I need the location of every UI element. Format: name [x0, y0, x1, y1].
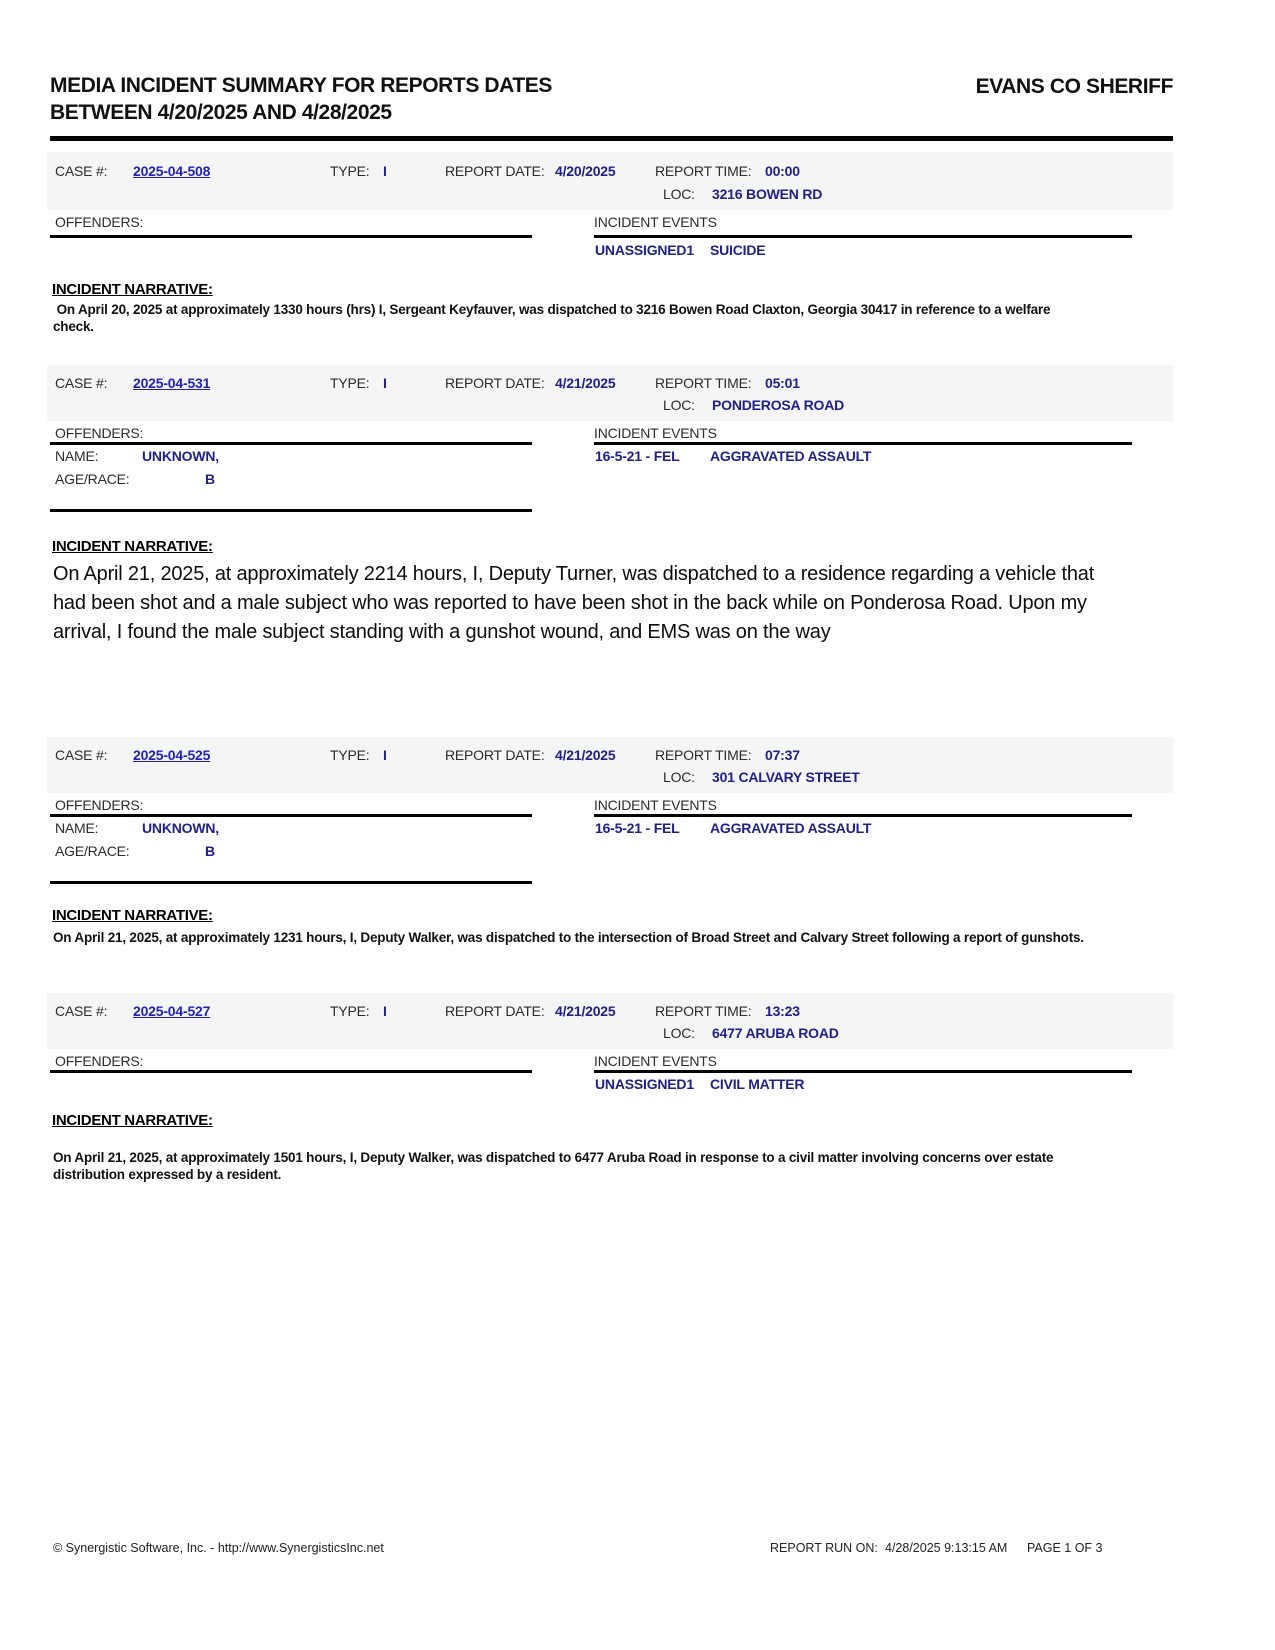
incident-events-divider — [594, 814, 1132, 817]
case-number-link[interactable]: 2025-04-531 — [133, 375, 211, 391]
incident-events-label: INCIDENT EVENTS — [594, 214, 717, 230]
type-label: TYPE: — [330, 163, 370, 179]
event-description: AGGRAVATED ASSAULT — [710, 820, 872, 836]
offenders-closing-divider — [50, 509, 532, 512]
offender-name-label: NAME: — [55, 448, 99, 464]
header-divider — [50, 136, 1173, 141]
case-number-link[interactable]: 2025-04-525 — [133, 747, 211, 763]
incident-narrative-heading: INCIDENT NARRATIVE: — [52, 907, 213, 924]
case-number-label: CASE #: — [55, 163, 108, 179]
case-number-label: CASE #: — [55, 375, 108, 391]
loc-label: LOC: — [663, 1025, 695, 1041]
incident-narrative-text: On April 21, 2025, at approximately 1231 hours, I, Deputy Walker, was dispatched to the intersection of Broad Street and Calvary Street following a report of gunshots. — [53, 930, 1084, 945]
report-time-label: REPORT TIME: — [655, 1003, 752, 1019]
loc-label: LOC: — [663, 186, 695, 202]
report-date-label: REPORT DATE: — [445, 747, 545, 763]
report-time-value: 00:00 — [765, 163, 800, 179]
type-value: I — [383, 747, 387, 763]
offenders-label: OFFENDERS: — [55, 425, 144, 441]
event-description: AGGRAVATED ASSAULT — [710, 448, 872, 464]
footer-copyright: © Synergistic Software, Inc. - http://www.SynergisticsInc.net — [53, 1541, 384, 1555]
page-title — [50, 72, 552, 126]
loc-value: 6477 ARUBA ROAD — [712, 1025, 839, 1041]
incident-events-label: INCIDENT EVENTS — [594, 1053, 717, 1069]
age-race-value: B — [205, 843, 215, 859]
offenders-label: OFFENDERS: — [55, 214, 144, 230]
agency-name: EVANS CO SHERIFF — [975, 75, 1173, 98]
incident-events-label: INCIDENT EVENTS — [594, 425, 717, 441]
offender-name-value: UNKNOWN, — [142, 820, 219, 836]
page-title-line1: MEDIA INCIDENT SUMMARY FOR REPORTS DATES — [50, 74, 553, 97]
offender-name-value: UNKNOWN, — [142, 448, 219, 464]
event-code: 16-5-21 - FEL — [595, 448, 680, 464]
case-number-label: CASE #: — [55, 747, 108, 763]
incident-narrative-text: On April 20, 2025 at approximately 1330 hours (hrs) I, Sergeant Keyfauver, was dispatched to 3216 Bowen Road Claxton, Georgia 30417 in reference to a welfare check. — [53, 302, 1054, 334]
offenders-divider — [50, 235, 532, 238]
loc-value: 3216 BOWEN RD — [712, 186, 823, 202]
event-code: UNASSIGNED1 — [595, 1076, 694, 1092]
case-summary-band — [47, 365, 1173, 421]
case-number-label: CASE #: — [55, 1003, 108, 1019]
offenders-label: OFFENDERS: — [55, 797, 144, 813]
report-time-value: 13:23 — [765, 1003, 800, 1019]
footer-report-run-datetime: 4/28/2025 9:13:15 AM — [885, 1541, 1008, 1555]
loc-label: LOC: — [663, 397, 695, 413]
case-number-link[interactable]: 2025-04-508 — [133, 163, 211, 179]
offenders-divider — [50, 1070, 532, 1073]
incident-events-divider — [594, 442, 1132, 445]
report-date-value: 4/20/2025 — [555, 163, 616, 179]
event-description: CIVIL MATTER — [710, 1076, 805, 1092]
loc-label: LOC: — [663, 769, 695, 785]
report-time-label: REPORT TIME: — [655, 747, 752, 763]
case-summary-band — [47, 152, 1173, 210]
offender-name-label: NAME: — [55, 820, 99, 836]
type-value: I — [383, 1003, 387, 1019]
event-code: 16-5-21 - FEL — [595, 820, 680, 836]
footer-page-info: PAGE 1 OF 3 — [1027, 1541, 1103, 1555]
footer-report-run-label: REPORT RUN ON: — [770, 1541, 878, 1555]
event-code: UNASSIGNED1 — [595, 242, 694, 258]
age-race-label: AGE/RACE: — [55, 843, 130, 859]
incident-narrative-heading: INCIDENT NARRATIVE: — [52, 1112, 213, 1129]
report-date-value: 4/21/2025 — [555, 747, 616, 763]
type-value: I — [383, 163, 387, 179]
incident-events-divider — [594, 235, 1132, 238]
incident-events-label: INCIDENT EVENTS — [594, 797, 717, 813]
loc-value: 301 CALVARY STREET — [712, 769, 860, 785]
report-date-value: 4/21/2025 — [555, 1003, 616, 1019]
report-time-label: REPORT TIME: — [655, 163, 752, 179]
report-date-label: REPORT DATE: — [445, 163, 545, 179]
incident-narrative-heading: INCIDENT NARRATIVE: — [52, 538, 213, 555]
report-time-label: REPORT TIME: — [655, 375, 752, 391]
case-summary-band — [47, 993, 1173, 1049]
report-time-value: 05:01 — [765, 375, 800, 391]
type-value: I — [383, 375, 387, 391]
age-race-value: B — [205, 471, 215, 487]
event-description: SUICIDE — [710, 242, 766, 258]
incident-narrative-text: On April 21, 2025, at approximately 1501 hours, I, Deputy Walker, was dispatched to 6477 Aruba Road in response to a civil matter involving concerns over estate distribution expressed by a resident. — [53, 1150, 1057, 1182]
report-date-label: REPORT DATE: — [445, 375, 545, 391]
offenders-divider — [50, 442, 532, 445]
incident-narrative-text: On April 21, 2025, at approximately 2214 hours, I, Deputy Turner, was dispatched to a residence regarding a vehicle that had been shot and a male subject who was reported to have been shot in the back while on Ponderosa Road. Upon my arrival, I found the male subject standing with a gunshot wound, and EMS was on the way — [53, 563, 1100, 643]
offenders-closing-divider — [50, 881, 532, 884]
report-date-label: REPORT DATE: — [445, 1003, 545, 1019]
case-summary-band — [47, 737, 1173, 793]
loc-value: PONDEROSA ROAD — [712, 397, 845, 413]
offenders-divider — [50, 814, 532, 817]
report-time-value: 07:37 — [765, 747, 800, 763]
page-title-line2: BETWEEN 4/20/2025 AND 4/28/2025 — [50, 101, 392, 124]
type-label: TYPE: — [330, 747, 370, 763]
case-number-link[interactable]: 2025-04-527 — [133, 1003, 211, 1019]
report-date-value: 4/21/2025 — [555, 375, 616, 391]
type-label: TYPE: — [330, 375, 370, 391]
type-label: TYPE: — [330, 1003, 370, 1019]
incident-narrative-heading: INCIDENT NARRATIVE: — [52, 281, 213, 298]
offenders-label: OFFENDERS: — [55, 1053, 144, 1069]
incident-events-divider — [594, 1070, 1132, 1073]
age-race-label: AGE/RACE: — [55, 471, 130, 487]
